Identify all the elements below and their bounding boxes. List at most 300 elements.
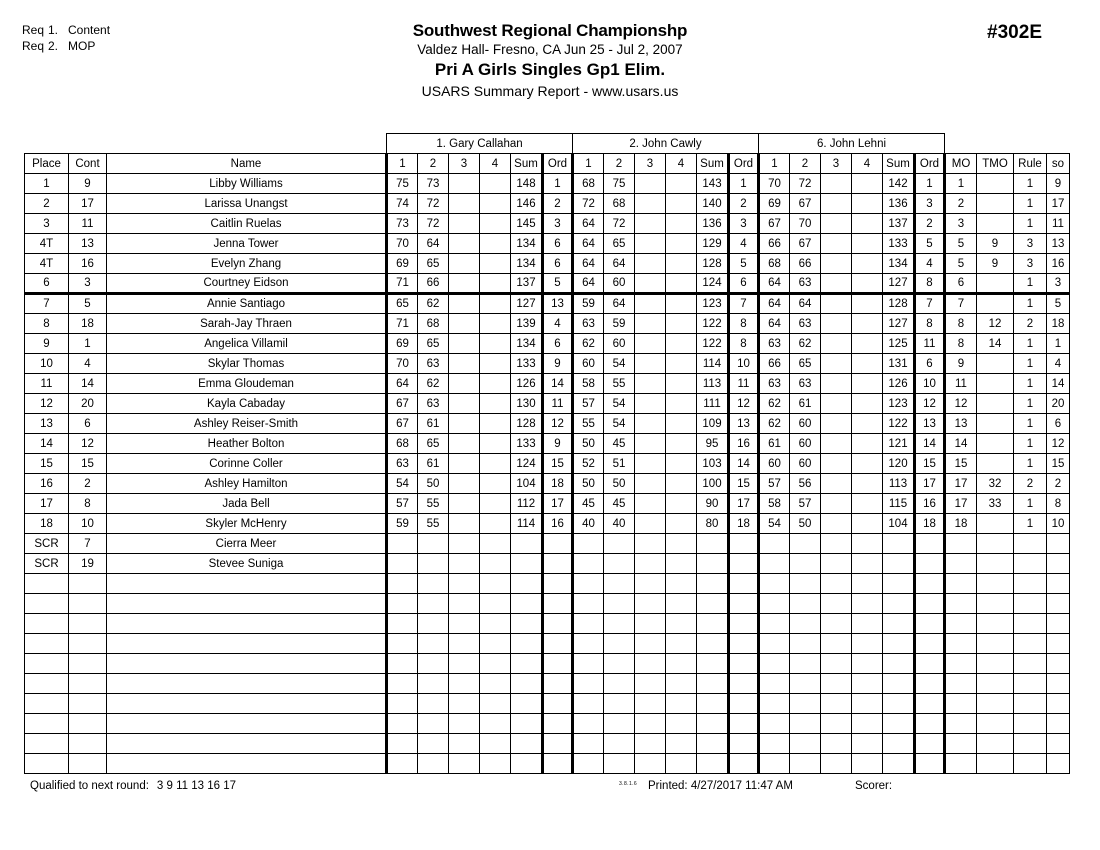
table-row[interactable] <box>25 454 1070 474</box>
cell-j1-r2 <box>418 634 449 654</box>
cell-cont: 6 <box>69 414 107 434</box>
table-row[interactable] <box>25 434 1070 454</box>
judge-band-row <box>25 134 1070 154</box>
cell-j3-r2: 57 <box>790 494 821 514</box>
table-row[interactable] <box>25 354 1070 374</box>
cell-so: 1 <box>1047 334 1070 354</box>
cell-j3-ord: 3 <box>915 194 945 214</box>
cell-j3-r4 <box>852 214 883 234</box>
cell-j2-r2: 40 <box>604 514 635 534</box>
cell-j2-r2: 54 <box>604 354 635 374</box>
cell-j1-r4 <box>480 334 511 354</box>
cell-j3-r4 <box>852 614 883 634</box>
req-label-2: Req <box>22 39 45 53</box>
table-row[interactable] <box>25 514 1070 534</box>
cell-mo <box>945 574 977 594</box>
cell-j2-r1: 45 <box>573 494 604 514</box>
cell-j1-r4 <box>480 194 511 214</box>
cell-j2-r2: 54 <box>604 394 635 414</box>
cell-j2-r1: 59 <box>573 294 604 314</box>
cell-j3-r1 <box>759 574 790 594</box>
cell-j2-r2 <box>604 634 635 654</box>
cell-j2-r4 <box>666 494 697 514</box>
cell-j1-r1 <box>387 734 418 754</box>
cell-place: 14 <box>25 434 69 454</box>
cell-name: Corinne Coller <box>107 454 387 474</box>
cell-j1-r4 <box>480 434 511 454</box>
cell-j3-r3 <box>821 254 852 274</box>
cell-j3-sum: 134 <box>883 254 915 274</box>
cell-rule: 3 <box>1014 254 1047 274</box>
cell-j2-r4 <box>666 314 697 334</box>
cell-j1-ord: 3 <box>543 214 573 234</box>
cell-tmo <box>977 194 1014 214</box>
cell-j3-r4 <box>852 354 883 374</box>
cell-j1-r2 <box>418 714 449 734</box>
cell-cont: 8 <box>69 494 107 514</box>
cell-j2-r3 <box>635 494 666 514</box>
cell-j1-r1: 74 <box>387 194 418 214</box>
cell-j2-sum: 111 <box>697 394 729 414</box>
cell-j2-r4 <box>666 254 697 274</box>
cell-j1-sum: 134 <box>511 254 543 274</box>
table-row-empty[interactable] <box>25 574 1070 594</box>
cell-j1-r2 <box>418 594 449 614</box>
cell-j3-sum: 125 <box>883 334 915 354</box>
table-row[interactable] <box>25 174 1070 194</box>
cell-j3-r4 <box>852 314 883 334</box>
cell-j2-r3 <box>635 694 666 714</box>
cell-j2-r4 <box>666 374 697 394</box>
col-header-j3-r3: 3 <box>821 154 852 174</box>
results-table <box>24 133 1070 774</box>
cell-so: 17 <box>1047 194 1070 214</box>
cell-j3-r4 <box>852 754 883 774</box>
col-header-j3-ord: Ord <box>915 154 945 174</box>
cell-name <box>107 734 387 754</box>
cell-mo: 6 <box>945 274 977 294</box>
cell-mo <box>945 694 977 714</box>
cell-j2-sum: 122 <box>697 334 729 354</box>
cell-place <box>25 734 69 754</box>
cell-tmo <box>977 694 1014 714</box>
cell-place: 7 <box>25 294 69 314</box>
scorer-label: Scorer: <box>855 780 893 792</box>
cell-j3-r1: 67 <box>759 214 790 234</box>
cell-mo: 5 <box>945 254 977 274</box>
cell-cont <box>69 614 107 634</box>
cell-tmo <box>977 174 1014 194</box>
cell-place <box>25 614 69 634</box>
cell-j1-r4 <box>480 754 511 774</box>
cell-j2-r3 <box>635 674 666 694</box>
cell-j2-r4 <box>666 674 697 694</box>
col-header-rule: Rule <box>1014 154 1047 174</box>
cell-j2-sum: 103 <box>697 454 729 474</box>
cell-rule <box>1014 654 1047 674</box>
cell-j3-r2: 60 <box>790 414 821 434</box>
col-header-j1-r1: 1 <box>387 154 418 174</box>
cell-tmo: 14 <box>977 334 1014 354</box>
cell-j2-r3 <box>635 754 666 774</box>
cell-j1-ord <box>543 654 573 674</box>
cell-j1-r3 <box>449 374 480 394</box>
cell-j1-ord: 11 <box>543 394 573 414</box>
cell-j2-sum <box>697 634 729 654</box>
cell-j3-ord <box>915 554 945 574</box>
cell-so <box>1047 554 1070 574</box>
col-header-j1-sum: Sum <box>511 154 543 174</box>
cell-mo <box>945 714 977 734</box>
table-row-empty[interactable] <box>25 734 1070 754</box>
cell-place <box>25 674 69 694</box>
cell-j2-r3 <box>635 414 666 434</box>
cell-j1-r4 <box>480 654 511 674</box>
cell-j1-r3 <box>449 234 480 254</box>
cell-j3-r4 <box>852 734 883 754</box>
cell-j2-r2: 59 <box>604 314 635 334</box>
table-row[interactable] <box>25 374 1070 394</box>
req-text-2: MOP <box>68 39 96 53</box>
cell-j2-r3 <box>635 234 666 254</box>
cell-j3-r4 <box>852 694 883 714</box>
cell-j2-r4 <box>666 534 697 554</box>
cell-j3-r3 <box>821 414 852 434</box>
table-row[interactable] <box>25 254 1070 274</box>
cell-j2-r1 <box>573 574 604 594</box>
table-row[interactable] <box>25 414 1070 434</box>
table-row-empty[interactable] <box>25 634 1070 654</box>
cell-j3-ord: 11 <box>915 334 945 354</box>
table-row[interactable] <box>25 534 1070 554</box>
table-row-empty[interactable] <box>25 594 1070 614</box>
cell-j3-ord <box>915 594 945 614</box>
table-row[interactable] <box>25 474 1070 494</box>
cell-j2-r2 <box>604 554 635 574</box>
cell-j3-ord: 16 <box>915 494 945 514</box>
cell-j1-sum <box>511 674 543 694</box>
cell-j1-r1: 59 <box>387 514 418 534</box>
cell-j1-sum: 127 <box>511 294 543 314</box>
cell-j3-sum <box>883 694 915 714</box>
cell-place: SCR <box>25 554 69 574</box>
cell-j1-ord: 5 <box>543 274 573 294</box>
cell-j2-r2 <box>604 754 635 774</box>
cell-j1-sum <box>511 694 543 714</box>
cell-so <box>1047 694 1070 714</box>
cell-j3-r4 <box>852 714 883 734</box>
cell-mo <box>945 594 977 614</box>
cell-j2-r3 <box>635 514 666 534</box>
cell-mo <box>945 674 977 694</box>
cell-name <box>107 694 387 714</box>
cell-j2-r3 <box>635 474 666 494</box>
version-mark: 3.8.1.6 <box>619 781 638 787</box>
table-row[interactable] <box>25 274 1070 294</box>
cell-j3-r1: 64 <box>759 274 790 294</box>
cell-j3-r4 <box>852 394 883 414</box>
cell-name: Jada Bell <box>107 494 387 514</box>
cell-j2-ord: 12 <box>729 394 759 414</box>
cell-j2-r1: 40 <box>573 514 604 534</box>
printed-timestamp: Printed: 4/27/2017 11:47 AM <box>648 780 793 792</box>
cell-j2-sum <box>697 694 729 714</box>
cell-j1-r1: 69 <box>387 334 418 354</box>
cell-j3-ord <box>915 734 945 754</box>
table-row[interactable] <box>25 194 1070 214</box>
cell-j3-r1 <box>759 614 790 634</box>
cell-j2-r3 <box>635 294 666 314</box>
cell-mo: 5 <box>945 234 977 254</box>
cell-mo: 13 <box>945 414 977 434</box>
cell-j2-ord: 3 <box>729 214 759 234</box>
cell-j3-sum: 122 <box>883 414 915 434</box>
cell-j3-ord: 4 <box>915 254 945 274</box>
cell-j3-ord <box>915 674 945 694</box>
cell-j1-r2: 72 <box>418 214 449 234</box>
cell-j2-r1: 64 <box>573 254 604 274</box>
table-row-empty[interactable] <box>25 694 1070 714</box>
event-name: Pri A Girls Singles Gp1 Elim. <box>434 60 666 79</box>
cell-j2-r3 <box>635 594 666 614</box>
col-header-place: Place <box>25 154 69 174</box>
table-row[interactable] <box>25 234 1070 254</box>
cell-j1-r2: 64 <box>418 234 449 254</box>
cell-j1-r2 <box>418 654 449 674</box>
col-header-j3-r1: 1 <box>759 154 790 174</box>
cell-j1-r4 <box>480 694 511 714</box>
cell-so: 9 <box>1047 174 1070 194</box>
cell-j1-r1 <box>387 574 418 594</box>
cell-j1-sum: 134 <box>511 234 543 254</box>
cell-j3-r4 <box>852 414 883 434</box>
cell-j2-r3 <box>635 714 666 734</box>
cell-j1-r2: 63 <box>418 394 449 414</box>
cell-j1-r3 <box>449 534 480 554</box>
cell-j3-r1: 60 <box>759 454 790 474</box>
cell-j3-r2 <box>790 674 821 694</box>
cell-j3-r2: 70 <box>790 214 821 234</box>
cell-j2-r1: 57 <box>573 394 604 414</box>
cell-rule: 1 <box>1014 414 1047 434</box>
cell-j2-r3 <box>635 614 666 634</box>
cell-tmo <box>977 394 1014 414</box>
cell-j3-r3 <box>821 654 852 674</box>
cell-j1-r4 <box>480 314 511 334</box>
cell-j3-r4 <box>852 494 883 514</box>
cell-j3-r2: 50 <box>790 514 821 534</box>
cell-so: 15 <box>1047 454 1070 474</box>
cell-j2-ord <box>729 574 759 594</box>
cell-j1-ord: 1 <box>543 174 573 194</box>
cell-j1-r1: 69 <box>387 254 418 274</box>
cell-j2-ord: 13 <box>729 414 759 434</box>
cell-rule <box>1014 534 1047 554</box>
cell-j3-ord: 17 <box>915 474 945 494</box>
cell-j1-ord <box>543 754 573 774</box>
cell-j3-r2 <box>790 654 821 674</box>
cell-j1-r4 <box>480 734 511 754</box>
cell-j1-sum: 124 <box>511 454 543 474</box>
table-row[interactable] <box>25 334 1070 354</box>
cell-place: 13 <box>25 414 69 434</box>
cell-j3-r2: 61 <box>790 394 821 414</box>
cell-j1-ord <box>543 594 573 614</box>
cell-j3-r3 <box>821 754 852 774</box>
cell-j3-r3 <box>821 554 852 574</box>
cell-cont: 19 <box>69 554 107 574</box>
cell-j1-r2: 68 <box>418 314 449 334</box>
cell-j3-r2: 63 <box>790 374 821 394</box>
cell-j3-r2: 67 <box>790 194 821 214</box>
cell-name: Annie Santiago <box>107 294 387 314</box>
cell-j1-ord: 9 <box>543 434 573 454</box>
cell-j3-r1 <box>759 734 790 754</box>
cell-mo: 3 <box>945 214 977 234</box>
cell-j3-r1: 69 <box>759 194 790 214</box>
cell-j2-sum: 129 <box>697 234 729 254</box>
cell-rule <box>1014 594 1047 614</box>
table-row-empty[interactable] <box>25 754 1070 774</box>
cell-rule: 1 <box>1014 294 1047 314</box>
cell-j3-r4 <box>852 594 883 614</box>
cell-j3-r2 <box>790 594 821 614</box>
cell-j2-ord: 10 <box>729 354 759 374</box>
cell-j3-r3 <box>821 454 852 474</box>
cell-j3-r3 <box>821 594 852 614</box>
cell-j2-r4 <box>666 574 697 594</box>
cell-j3-sum: 131 <box>883 354 915 374</box>
cell-j1-ord <box>543 574 573 594</box>
cell-cont <box>69 714 107 734</box>
col-header-cont: Cont <box>69 154 107 174</box>
cell-so <box>1047 674 1070 694</box>
cell-name <box>107 754 387 774</box>
cell-place <box>25 654 69 674</box>
cell-j2-ord <box>729 734 759 754</box>
table-row[interactable] <box>25 394 1070 414</box>
table-row[interactable] <box>25 314 1070 334</box>
cell-j2-sum: 100 <box>697 474 729 494</box>
cell-j2-sum <box>697 754 729 774</box>
cell-j1-r4 <box>480 614 511 634</box>
cell-cont: 2 <box>69 474 107 494</box>
table-row[interactable] <box>25 214 1070 234</box>
cell-j1-r1 <box>387 554 418 574</box>
table-row[interactable] <box>25 554 1070 574</box>
cell-j2-r4 <box>666 194 697 214</box>
cell-j1-sum: 146 <box>511 194 543 214</box>
col-header-j2-r2: 2 <box>604 154 635 174</box>
cell-cont: 7 <box>69 534 107 554</box>
cell-j2-r1: 64 <box>573 214 604 234</box>
cell-so <box>1047 574 1070 594</box>
cell-j3-r4 <box>852 174 883 194</box>
cell-j2-sum <box>697 534 729 554</box>
cell-j3-ord: 12 <box>915 394 945 414</box>
cell-place: 16 <box>25 474 69 494</box>
cell-j1-r3 <box>449 754 480 774</box>
cell-j1-r2: 55 <box>418 494 449 514</box>
cell-j3-r1 <box>759 714 790 734</box>
cell-j3-ord: 1 <box>915 174 945 194</box>
cell-j3-ord <box>915 754 945 774</box>
cell-j1-r2: 55 <box>418 514 449 534</box>
table-row-empty[interactable] <box>25 654 1070 674</box>
cell-j1-sum: 114 <box>511 514 543 534</box>
cell-j2-r3 <box>635 574 666 594</box>
cell-place: 12 <box>25 394 69 414</box>
cell-j3-r3 <box>821 474 852 494</box>
cell-j1-sum <box>511 734 543 754</box>
cell-j3-ord: 13 <box>915 414 945 434</box>
table-row[interactable] <box>25 294 1070 314</box>
cell-tmo <box>977 414 1014 434</box>
cell-cont: 4 <box>69 354 107 374</box>
table-row-empty[interactable] <box>25 674 1070 694</box>
event-code: #302E <box>987 22 1042 43</box>
cell-j2-sum <box>697 674 729 694</box>
cell-rule <box>1014 614 1047 634</box>
cell-j2-r4 <box>666 234 697 254</box>
cell-j1-r1: 70 <box>387 354 418 374</box>
cell-j1-sum <box>511 574 543 594</box>
cell-j2-sum <box>697 594 729 614</box>
cell-j3-r2: 64 <box>790 294 821 314</box>
cell-j1-r1 <box>387 614 418 634</box>
cell-j2-sum: 122 <box>697 314 729 334</box>
cell-j1-r3 <box>449 654 480 674</box>
cell-j3-r2: 60 <box>790 434 821 454</box>
cell-j3-ord: 8 <box>915 274 945 294</box>
cell-j1-r1: 54 <box>387 474 418 494</box>
cell-j3-ord <box>915 654 945 674</box>
cell-j1-r4 <box>480 354 511 374</box>
cell-j1-ord: 13 <box>543 294 573 314</box>
cell-j3-r4 <box>852 674 883 694</box>
cell-j2-r1: 64 <box>573 274 604 294</box>
cell-j2-sum: 124 <box>697 274 729 294</box>
cell-name: Heather Bolton <box>107 434 387 454</box>
cell-j3-r3 <box>821 194 852 214</box>
cell-rule <box>1014 574 1047 594</box>
cell-j2-r4 <box>666 434 697 454</box>
cell-j1-r1 <box>387 714 418 734</box>
cell-j3-r2: 60 <box>790 454 821 474</box>
cell-j2-r1 <box>573 674 604 694</box>
col-header-j3-sum: Sum <box>883 154 915 174</box>
cell-rule: 1 <box>1014 174 1047 194</box>
competition-title: Southwest Regional Championshp <box>412 21 688 40</box>
cell-j1-sum: 128 <box>511 414 543 434</box>
cell-j2-r3 <box>635 554 666 574</box>
cell-j3-r3 <box>821 234 852 254</box>
cell-j1-ord <box>543 614 573 634</box>
cell-j2-r1 <box>573 754 604 774</box>
cell-j2-ord <box>729 634 759 654</box>
cell-tmo <box>977 634 1014 654</box>
cell-j2-ord: 2 <box>729 194 759 214</box>
cell-cont <box>69 734 107 754</box>
table-row[interactable] <box>25 494 1070 514</box>
cell-tmo <box>977 454 1014 474</box>
table-row-empty[interactable] <box>25 714 1070 734</box>
cell-j2-r1 <box>573 694 604 714</box>
table-row-empty[interactable] <box>25 614 1070 634</box>
cell-j2-r2: 51 <box>604 454 635 474</box>
cell-j2-r2 <box>604 734 635 754</box>
cell-j1-r2: 72 <box>418 194 449 214</box>
